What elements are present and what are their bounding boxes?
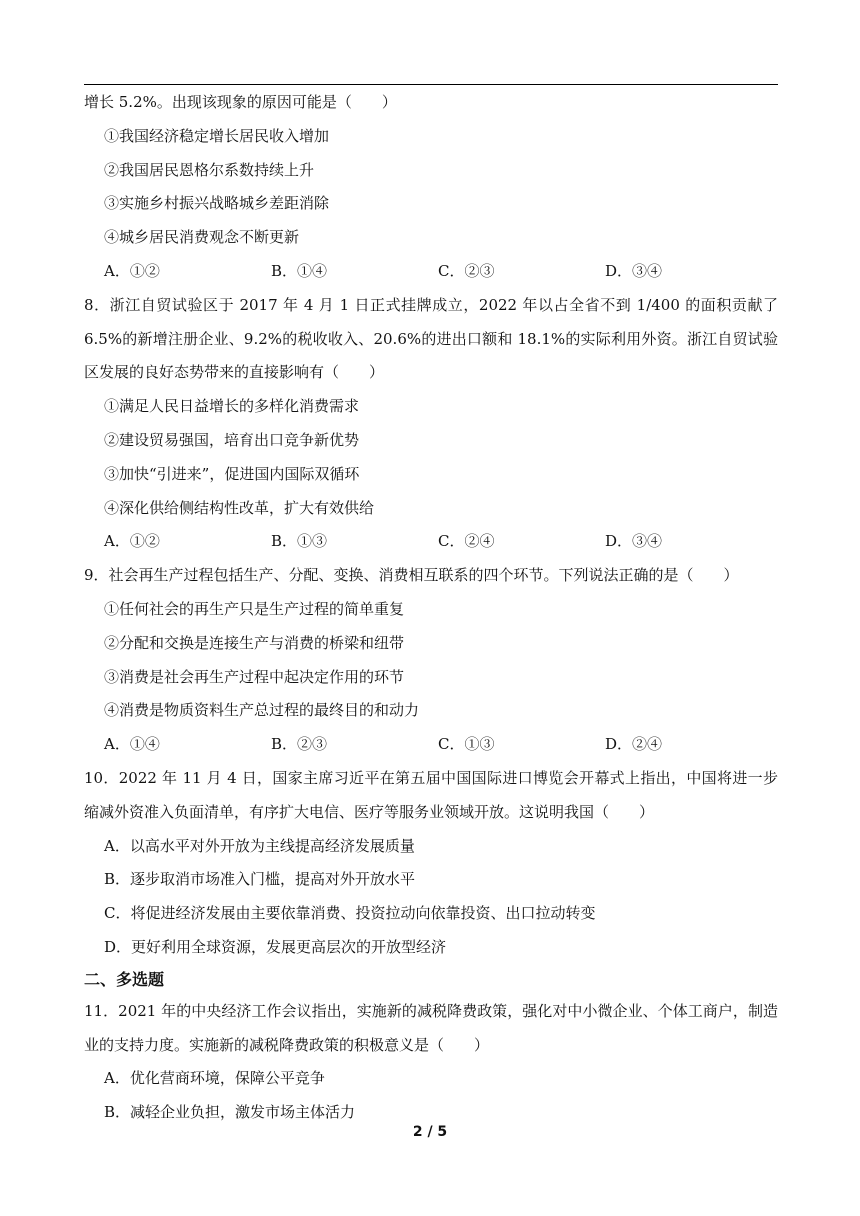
q8-option-b: B．①③ xyxy=(271,532,328,551)
q8-statement-1: ①满足人民日益增长的多样化消费需求 xyxy=(104,397,360,416)
q9-statement-2: ②分配和交换是连接生产与消费的桥梁和纽带 xyxy=(104,633,405,652)
q7-option-a: A．①② xyxy=(104,261,160,280)
q10-option-c: C．将促进经济发展由主要依靠消费、投资拉动向依靠投资、出口拉动转变 xyxy=(104,904,596,923)
q7-statement-1: ①我国经济稳定增长居民收入增加 xyxy=(104,126,330,145)
q9-statement-1: ①任何社会的再生产只是生产过程的简单重复 xyxy=(104,599,405,618)
q8-options xyxy=(84,525,778,559)
q11-option-b: B．减轻企业负担，激发市场主体活力 xyxy=(104,1103,356,1122)
q8-statement-3: ③加快“引进来”，促进国内国际双循环 xyxy=(104,464,360,483)
q8-stem: 8．浙江自贸试验区于 2017 年 4 月 1 日正式挂牌成立，2022 年以占全省不到 1/400 的面积贡献了 6.5%的新增注册企业、9.2%的税收收入、20.6%的进出口额和 18.1%的实际利用外资。浙江自贸试验区发展的良好态势带来的直接影响有（ ） xyxy=(84,295,778,382)
q9-statement-4: ④消费是物质资料生产总过程的最终目的和动力 xyxy=(104,701,420,720)
q11-stem: 11．2021 年的中央经济工作会议指出，实施新的减税降费政策，强化对中小微企业、个体工商户，制造业的支持力度。实施新的减税降费政策的积极意义是（ ） xyxy=(84,1001,778,1054)
q8-option-a: A．①② xyxy=(104,532,160,551)
q9-option-c: C．①③ xyxy=(438,735,495,754)
q7-statement-2: ②我国居民恩格尔系数持续上升 xyxy=(104,160,315,179)
q7-option-b: B．①④ xyxy=(271,261,328,280)
q9-options xyxy=(84,728,778,762)
q7-options xyxy=(84,255,778,289)
header-rule xyxy=(84,84,778,85)
page-number: 2 / 5 xyxy=(412,1124,448,1140)
q7-statement-4: ④城乡居民消费观念不断更新 xyxy=(104,228,300,247)
q8-statement-2: ②建设贸易强国，培育出口竞争新优势 xyxy=(104,430,360,449)
q9-option-d: D．②④ xyxy=(605,735,663,754)
q8-option-d: D．③④ xyxy=(605,532,663,551)
q9-option-b: B．②③ xyxy=(271,735,328,754)
q10-option-b: B．逐步取消市场准入门槛，提高对外开放水平 xyxy=(104,870,416,889)
q7-option-d: D．③④ xyxy=(605,261,663,280)
page-content xyxy=(84,86,778,1130)
q7-option-c: C．②③ xyxy=(438,261,495,280)
q9-option-a: A．①④ xyxy=(104,735,160,754)
q10-option-a: A．以高水平对外开放为主线提高经济发展质量 xyxy=(104,836,415,855)
q9-stem: 9．社会再生产过程包括生产、分配、变换、消费相互联系的四个环节。下列说法正确的是（ ） xyxy=(84,566,739,585)
q9-statement-3: ③消费是社会再生产过程中起决定作用的环节 xyxy=(104,667,405,686)
q8-option-c: C．②④ xyxy=(438,532,495,551)
q8-statement-4: ④深化供给侧结构性改革，扩大有效供给 xyxy=(104,498,375,517)
q10-option-d: D．更好利用全球资源，发展更高层次的开放型经济 xyxy=(104,937,447,956)
q11-option-a: A．优化营商环境，保障公平竞争 xyxy=(104,1069,325,1088)
q7-statement-3: ③实施乡村振兴战略城乡差距消除 xyxy=(104,194,330,213)
q7-stem-tail: 增长 5.2%。出现该现象的原因可能是（ ） xyxy=(84,93,397,111)
section-heading: 二、多选题 xyxy=(84,969,165,989)
q10-stem: 10．2022 年 11 月 4 日，国家主席习近平在第五届中国国际进口博览会开幕式上指出，中国将进一步缩减外资准入负面清单，有序扩大电信、医疗等服务业领域开放。这说明我国（ ） xyxy=(84,768,778,821)
